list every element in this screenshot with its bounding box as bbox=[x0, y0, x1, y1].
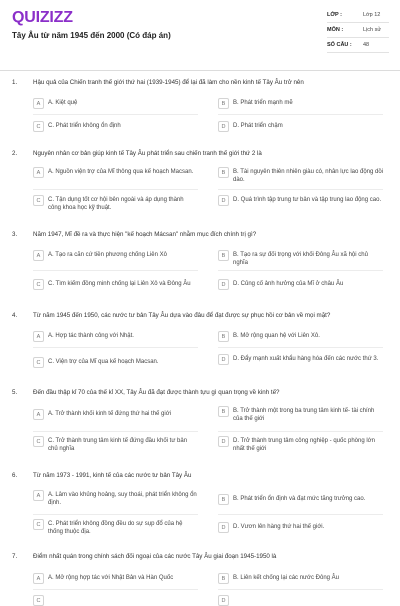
option-letter-box: D bbox=[218, 354, 229, 365]
option-text: D. Phát triển chậm bbox=[233, 123, 283, 129]
divider bbox=[33, 431, 198, 432]
question-number: 5. bbox=[12, 389, 18, 396]
meta-row-count bbox=[327, 42, 389, 56]
brand-logo[interactable]: QUIZIZZ bbox=[12, 9, 73, 26]
question-number: 2. bbox=[12, 150, 18, 157]
option-text: C. Trở thành trung tâm kinh tế đứng đầu khối tư bản chủ nghĩa bbox=[48, 438, 188, 452]
divider bbox=[33, 189, 198, 190]
option-text: D. Đẩy mạnh xuất khẩu hàng hóa đến các nước thứ 3. bbox=[233, 356, 379, 362]
divider bbox=[218, 114, 383, 115]
option-text: D. Vươn lên hàng thứ hai thế giới. bbox=[233, 524, 325, 530]
option-letter-box: D bbox=[218, 522, 229, 533]
question-text: Đến đầu thập kỉ 70 của thế kỉ XX, Tây Âu đã đạt được thành tựu gì quan trọng về kinh tế? bbox=[33, 389, 280, 396]
option-letter-box: A bbox=[33, 490, 44, 501]
option-letter-box: C bbox=[33, 195, 44, 206]
divider bbox=[218, 589, 383, 590]
meta-row-class bbox=[327, 12, 389, 26]
option-text: D. Trở thành trung tâm công nghiệp - quốc phòng lớn nhất thế giới bbox=[233, 438, 375, 452]
option-letter-box: C bbox=[33, 357, 44, 368]
divider bbox=[327, 52, 389, 53]
option-text: C. Phát triển không đồng đều do sự sụp đổ của hệ thống thuộc địa. bbox=[48, 521, 183, 535]
option-letter-box: A bbox=[33, 331, 44, 342]
option-text: B. Mở rộng quan hệ với Liên Xô. bbox=[233, 333, 320, 339]
meta-value: Lớp 12 bbox=[363, 12, 381, 18]
option-text: D. Củng cố ảnh hưởng của Mĩ ở châu Âu bbox=[233, 281, 344, 287]
option-letter-box: B bbox=[218, 167, 229, 178]
option-text: A. Kiệt quệ bbox=[48, 100, 78, 106]
option-letter-box: A bbox=[33, 167, 44, 178]
option-text: A. Hợp tác thành công với Nhật. bbox=[48, 333, 134, 339]
meta-value: Lịch sử bbox=[363, 27, 382, 33]
divider bbox=[218, 431, 383, 432]
meta-row-subject bbox=[327, 27, 389, 41]
divider bbox=[327, 22, 389, 23]
option-letter-box: D bbox=[218, 436, 229, 447]
option-letter-box: A bbox=[33, 250, 44, 261]
option-letter-box: A bbox=[33, 409, 44, 420]
option-letter-box: B bbox=[218, 250, 229, 261]
divider bbox=[33, 347, 198, 348]
divider bbox=[33, 514, 198, 515]
option-letter-box: C bbox=[33, 595, 44, 606]
option-text: D. Quá trình tập trung tư bản và tập trung lao động cao. bbox=[233, 197, 382, 203]
option-text: C. Tận dụng tốt cơ hội bên ngoài và áp dụng thành công khoa học kỹ thuật. bbox=[48, 197, 184, 211]
question-number: 6. bbox=[12, 472, 18, 479]
option-text: C. Tìm kiếm đồng minh chống lại Liên Xô và Đông Âu bbox=[48, 281, 191, 287]
option-letter-box: B bbox=[218, 573, 229, 584]
divider bbox=[218, 270, 383, 271]
option-text: A. Mở rộng hợp tác với Nhật Bản và Hàn Quốc bbox=[48, 575, 174, 581]
option-letter-box: B bbox=[218, 406, 229, 417]
option-letter-box: B bbox=[218, 331, 229, 342]
option-text: C. Viện trợ của Mĩ qua kế hoạch Macsan. bbox=[48, 359, 159, 365]
header bbox=[0, 0, 400, 71]
meta-label: MÔN : bbox=[327, 27, 344, 33]
question-text: Điểm nhất quán trong chính sách đối ngoại của các nước Tây Âu giai đoạn 1945-1950 là bbox=[33, 553, 277, 560]
divider bbox=[327, 37, 389, 38]
question-text: Từ năm 1973 - 1991, kinh tế của các nước tư bản Tây Âu bbox=[33, 472, 192, 479]
option-text: B. Phát triển ổn định và đạt mức tăng trưởng cao. bbox=[233, 496, 366, 502]
option-letter-box: D bbox=[218, 195, 229, 206]
option-text: A. Nguồn viện trợ của Mĩ thông qua kế hoạch Macsan. bbox=[48, 169, 194, 175]
option-text: A. Tạo ra căn cứ tiền phương chống Liên Xô bbox=[48, 252, 167, 258]
option-text: A. Lâm vào khủng hoảng, suy thoái, phát triển không ổn định. bbox=[48, 492, 197, 506]
option-letter-box: C bbox=[33, 436, 44, 447]
option-letter-box: C bbox=[33, 279, 44, 290]
question-number: 7. bbox=[12, 553, 18, 560]
question-text: Nguyên nhân cơ bản giúp kinh tế Tây Âu phát triển sau chiến tranh thế giới thứ 2 là bbox=[33, 150, 262, 157]
meta-value: 48 bbox=[363, 42, 370, 48]
option-letter-box: D bbox=[218, 595, 229, 606]
meta-label: SỐ CÂU : bbox=[327, 42, 352, 48]
option-letter-box: D bbox=[218, 279, 229, 290]
divider bbox=[218, 347, 383, 348]
question-text: Năm 1947, Mĩ đề ra và thực hiện "kế hoạch Mácsan" nhằm mục đích chính trị gì? bbox=[33, 231, 257, 238]
option-text: B. Tài nguyên thiên nhiên giàu có, nhân lực lao động dồi dào. bbox=[233, 169, 384, 183]
divider bbox=[33, 270, 198, 271]
question-text: Từ năm 1945 đến 1950, các nước tư bản Tây Âu dựa vào đâu để đạt được sự phục hồi cơ bản về mọi mặt? bbox=[33, 312, 331, 319]
option-text: B. Trở thành một trong ba trung tâm kinh tế- tài chính của thế giới bbox=[233, 408, 375, 422]
option-letter-box: C bbox=[33, 519, 44, 530]
divider bbox=[33, 589, 198, 590]
option-letter-box: A bbox=[33, 573, 44, 584]
option-letter-box: A bbox=[33, 98, 44, 109]
option-text: B. Phát triển mạnh mẽ bbox=[233, 100, 293, 106]
option-letter-box: D bbox=[218, 121, 229, 132]
option-text: C. Phát triển không ổn định bbox=[48, 123, 121, 129]
option-text: B. Tạo ra sự đối trọng với khối Đông Âu xã hội chủ nghĩa bbox=[233, 252, 368, 266]
divider bbox=[218, 189, 383, 190]
option-text: B. Liên kết chống lại các nước Đông Âu bbox=[233, 575, 340, 581]
divider bbox=[33, 114, 198, 115]
option-text: A. Trở thành khối kinh tế đứng thứ hai thế giới bbox=[48, 411, 171, 417]
question-number: 3. bbox=[12, 231, 18, 238]
option-letter-box: B bbox=[218, 98, 229, 109]
document-title: Tây Âu từ năm 1945 đến 2000 (Có đáp án) bbox=[12, 31, 171, 40]
question-number: 1. bbox=[12, 79, 18, 86]
option-letter-box: C bbox=[33, 121, 44, 132]
option-letter-box: B bbox=[218, 494, 229, 505]
question-text: Hậu quả của Chiến tranh thế giới thứ hai (1939-1945) để lại đã làm cho nền kinh tế Tây Âu trở nên bbox=[33, 79, 304, 86]
question-number: 4. bbox=[12, 312, 18, 319]
meta-label: LỚP : bbox=[327, 12, 342, 18]
divider bbox=[218, 514, 383, 515]
